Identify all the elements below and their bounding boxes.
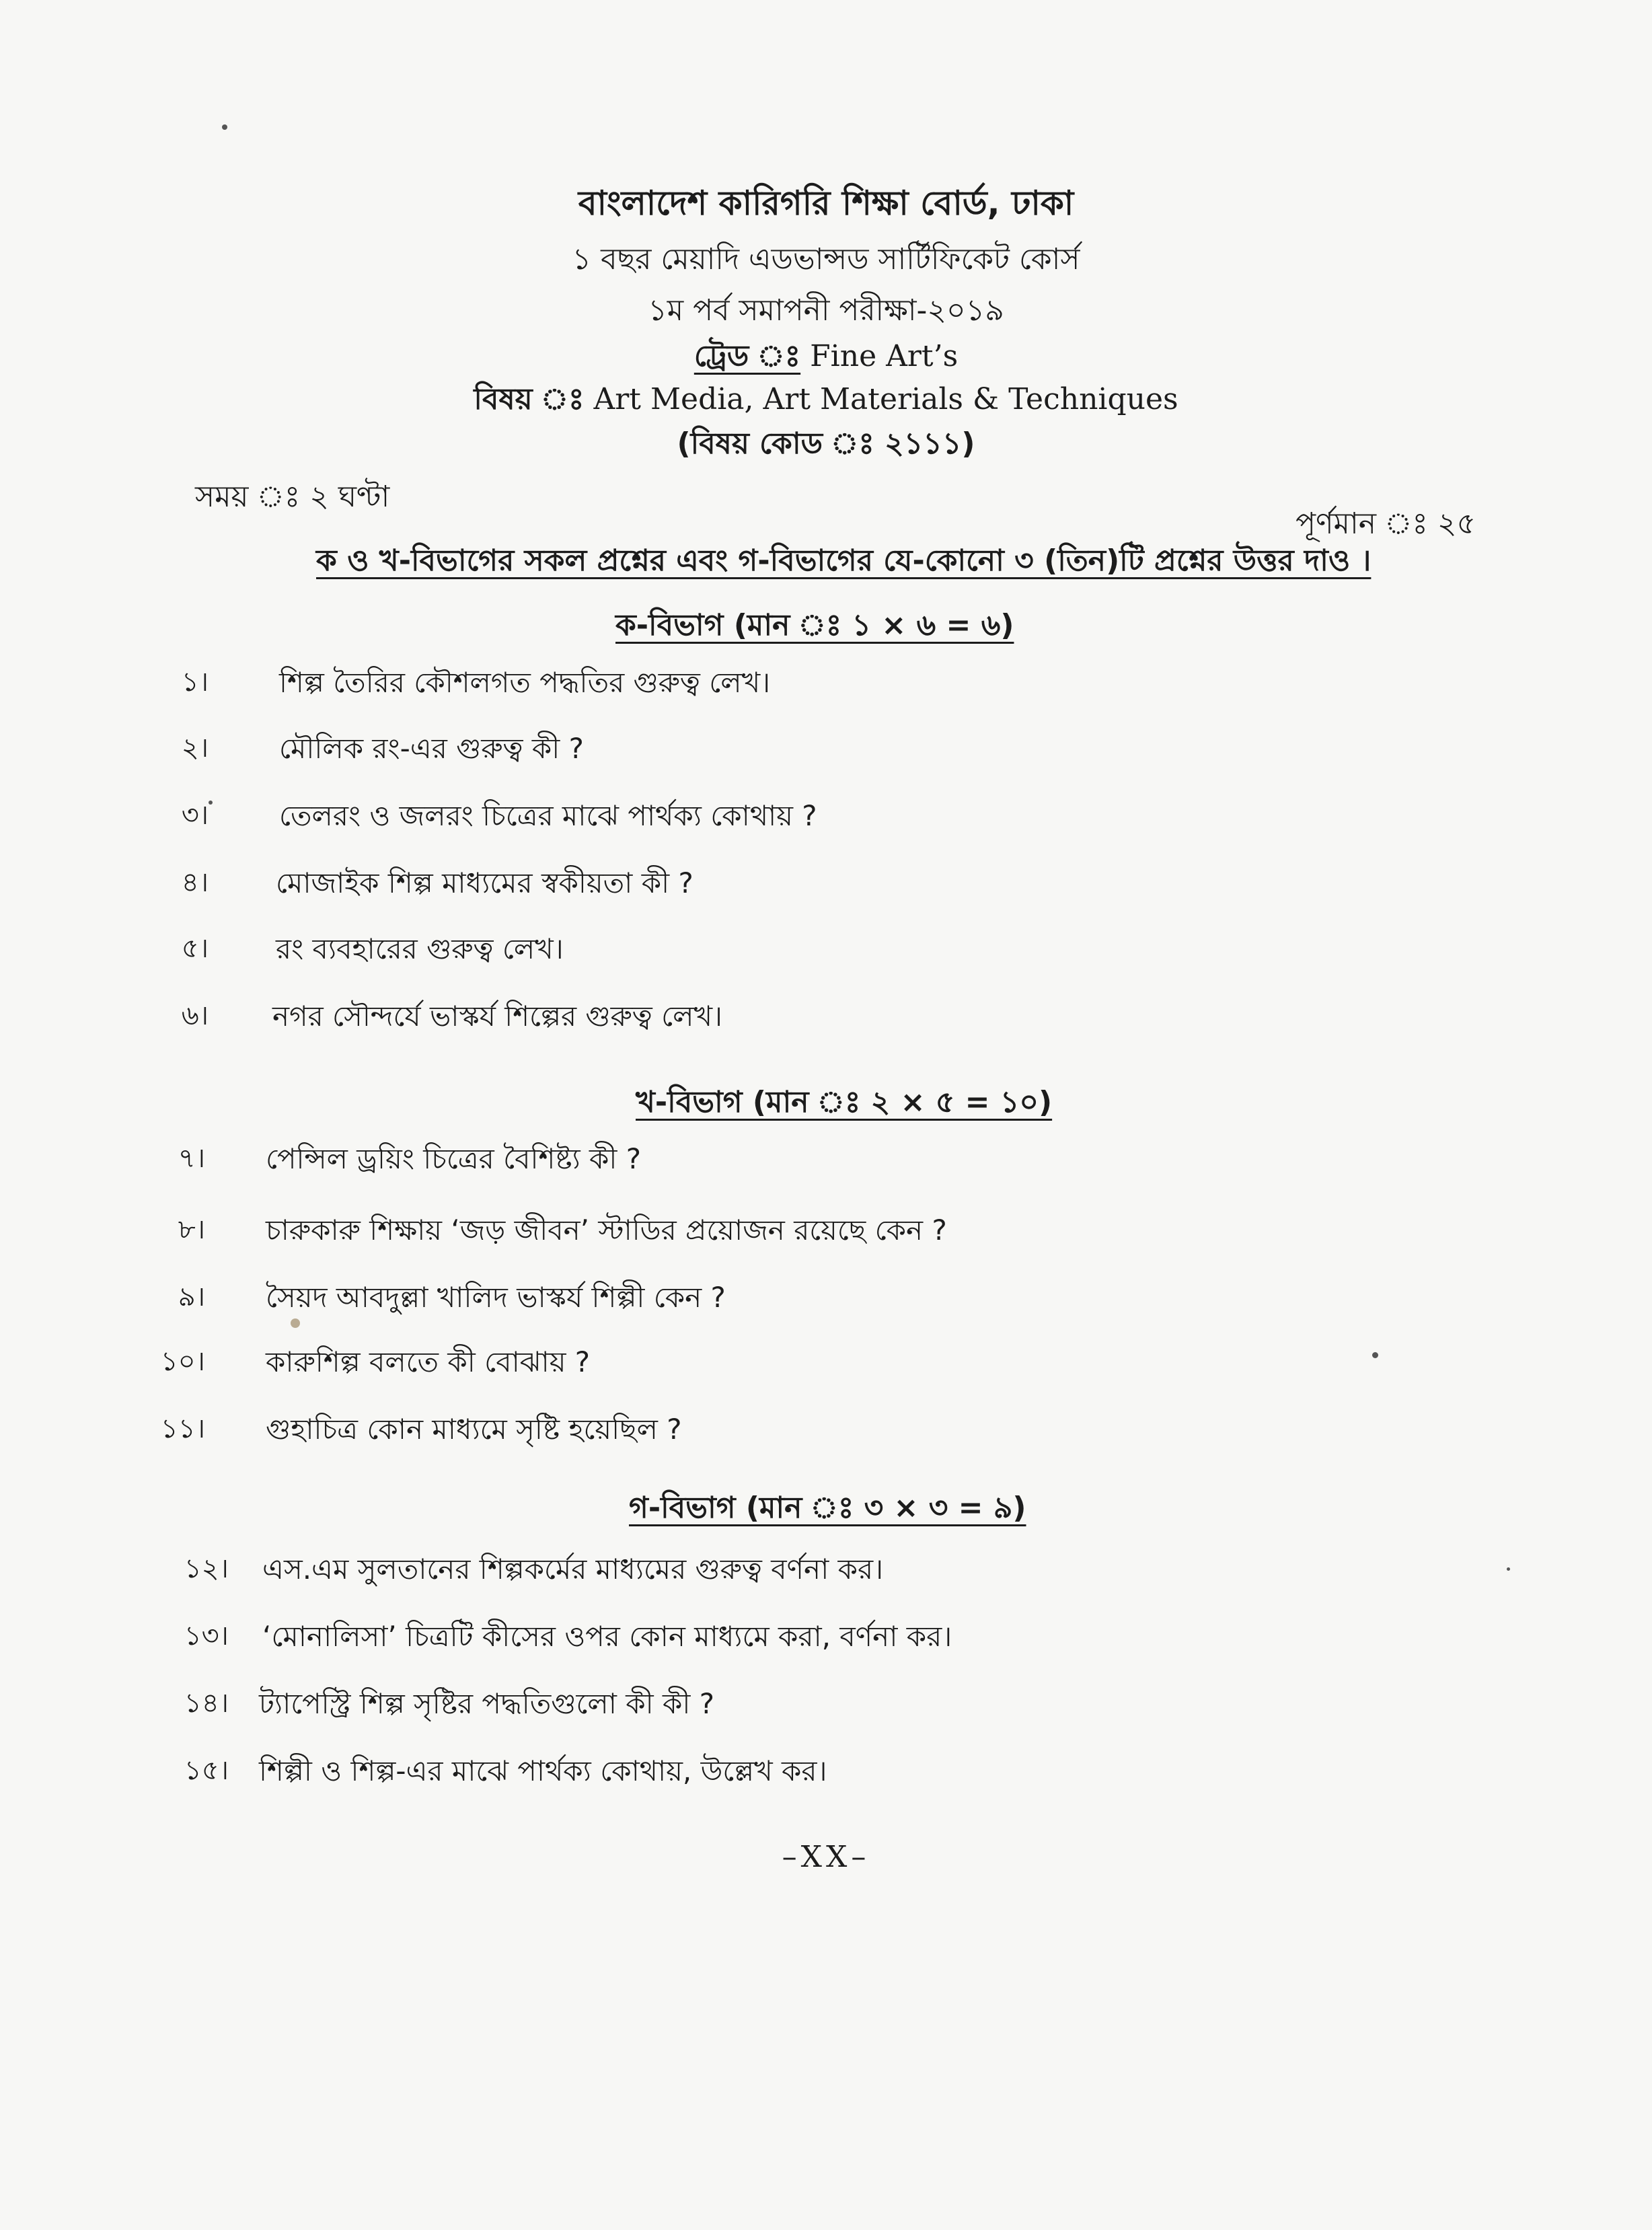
question-number: ৭। [178,1143,205,1174]
question-text: তেলরং ও জলরং চিত্রের মাঝে পার্থক্য কোথায় ? [279,799,817,832]
board-title: বাংলাদেশ কারিগরি শিক্ষা বোর্ড, ঢাকা [578,184,1074,223]
question-number: ৪। [181,867,209,898]
question-number: ৩। [181,800,209,831]
section-ga-title: গ-বিভাগ (মান ঃ ৩ × ৩ = ৯) [629,1491,1026,1525]
question-text: ‘মোনালিসা’ চিত্রটি কীসের ওপর কোন মাধ্যমে করা, বর্ণনা কর। [262,1620,952,1653]
section-ka-title: ক-বিভাগ (মান ঃ ১ × ৬ = ৬) [615,608,1014,642]
subject-code: (বিষয় কোড ঃ ২১১১) [677,426,975,461]
question-text: কারুশিল্প বলতে কী বোঝায় ? [266,1345,591,1378]
scan-speck [291,1318,300,1328]
footer-mark: –XX– [782,1840,870,1874]
subject-line [0,377,1652,426]
section-kha-title: খ-বিভাগ (মান ঃ ২ × ৫ = ১০) [636,1085,1053,1119]
question-text: সৈয়দ আবদুল্লা খালিদ ভাস্কর্য শিল্পী কেন ? [266,1281,726,1314]
trade-label: ট্রেড ঃ [693,339,801,373]
full-marks: পূর্ণমান ঃ ২৫ [1296,507,1476,541]
scan-speck [209,801,213,805]
question-number: ২। [181,733,209,764]
scan-speck [1372,1352,1378,1358]
subject-value: Art Media, Art Materials & Techniques [593,382,1178,416]
question-text: মোজাইক শিল্প মাধ্যমের স্বকীয়তা কী ? [276,866,693,899]
question-number: ১৩। [184,1621,229,1651]
scan-speck [222,124,227,130]
instruction: ক ও খ-বিভাগের সকল প্রশ্নের এবং গ-বিভাগের যে-কোনো ৩ (তিন)টি প্রশ্নের উত্তর দাও । [316,544,1372,578]
question-number: ১। [181,667,209,698]
question-text: পেন্সিল ড্রয়িং চিত্রের বৈশিষ্ট্য কী ? [266,1142,642,1175]
question-number: ৮। [178,1214,205,1245]
question-text: মৌলিক রং-এর গুরুত্ব কী ? [279,732,584,765]
exam-time: সময় ঃ ২ ঘণ্টা [195,480,390,514]
course-name: ১ বছর মেয়াদি এডভান্সড সার্টিফিকেট কোর্স [572,242,1080,276]
question-text: ট্যাপেস্ট্রি শিল্প সৃষ্টির পদ্ধতিগুলো কী কী ? [259,1687,715,1720]
exam-name: ১ম পর্ব সমাপনী পরীক্ষা-২০১৯ [648,293,1004,328]
question-number: ১৫। [184,1755,229,1786]
question-text: নগর সৌন্দর্যে ভাস্কর্য শিল্পের গুরুত্ব লেখ। [272,1000,723,1033]
question-number: ৬। [181,1000,209,1031]
question-number: ১১। [160,1413,205,1444]
question-number: ৫। [181,933,209,964]
question-number: ১৪। [184,1688,229,1719]
question-text: শিল্পী ও শিল্প-এর মাঝে পার্থক্য কোথায়, উল্লেখ কর। [259,1754,827,1787]
question-number: ১২। [184,1553,229,1584]
question-number: ৯। [178,1281,205,1312]
question-text: শিল্প তৈরির কৌশলগত পদ্ধতির গুরুত্ব লেখ। [279,666,771,699]
question-text: এস.এম সুলতানের শিল্পকর্মের মাধ্যমের গুরুত্ব বর্ণনা কর। [262,1553,884,1586]
question-text: চারুকারু শিক্ষায় ‘জড় জীবন’ স্টাডির প্রয়োজন রয়েছে কেন ? [266,1214,947,1247]
trade-line [0,334,1652,383]
scan-speck [1507,1567,1510,1571]
question-number: ১০। [160,1346,205,1377]
question-text: রং ব্যবহারের গুরুত্ব লেখ। [276,932,564,965]
question-text: গুহাচিত্র কোন মাধ্যমে সৃষ্টি হয়েছিল ? [266,1413,682,1446]
subject-label: বিষয় ঃ [474,382,585,416]
trade-value: Fine Art’s [810,339,959,373]
